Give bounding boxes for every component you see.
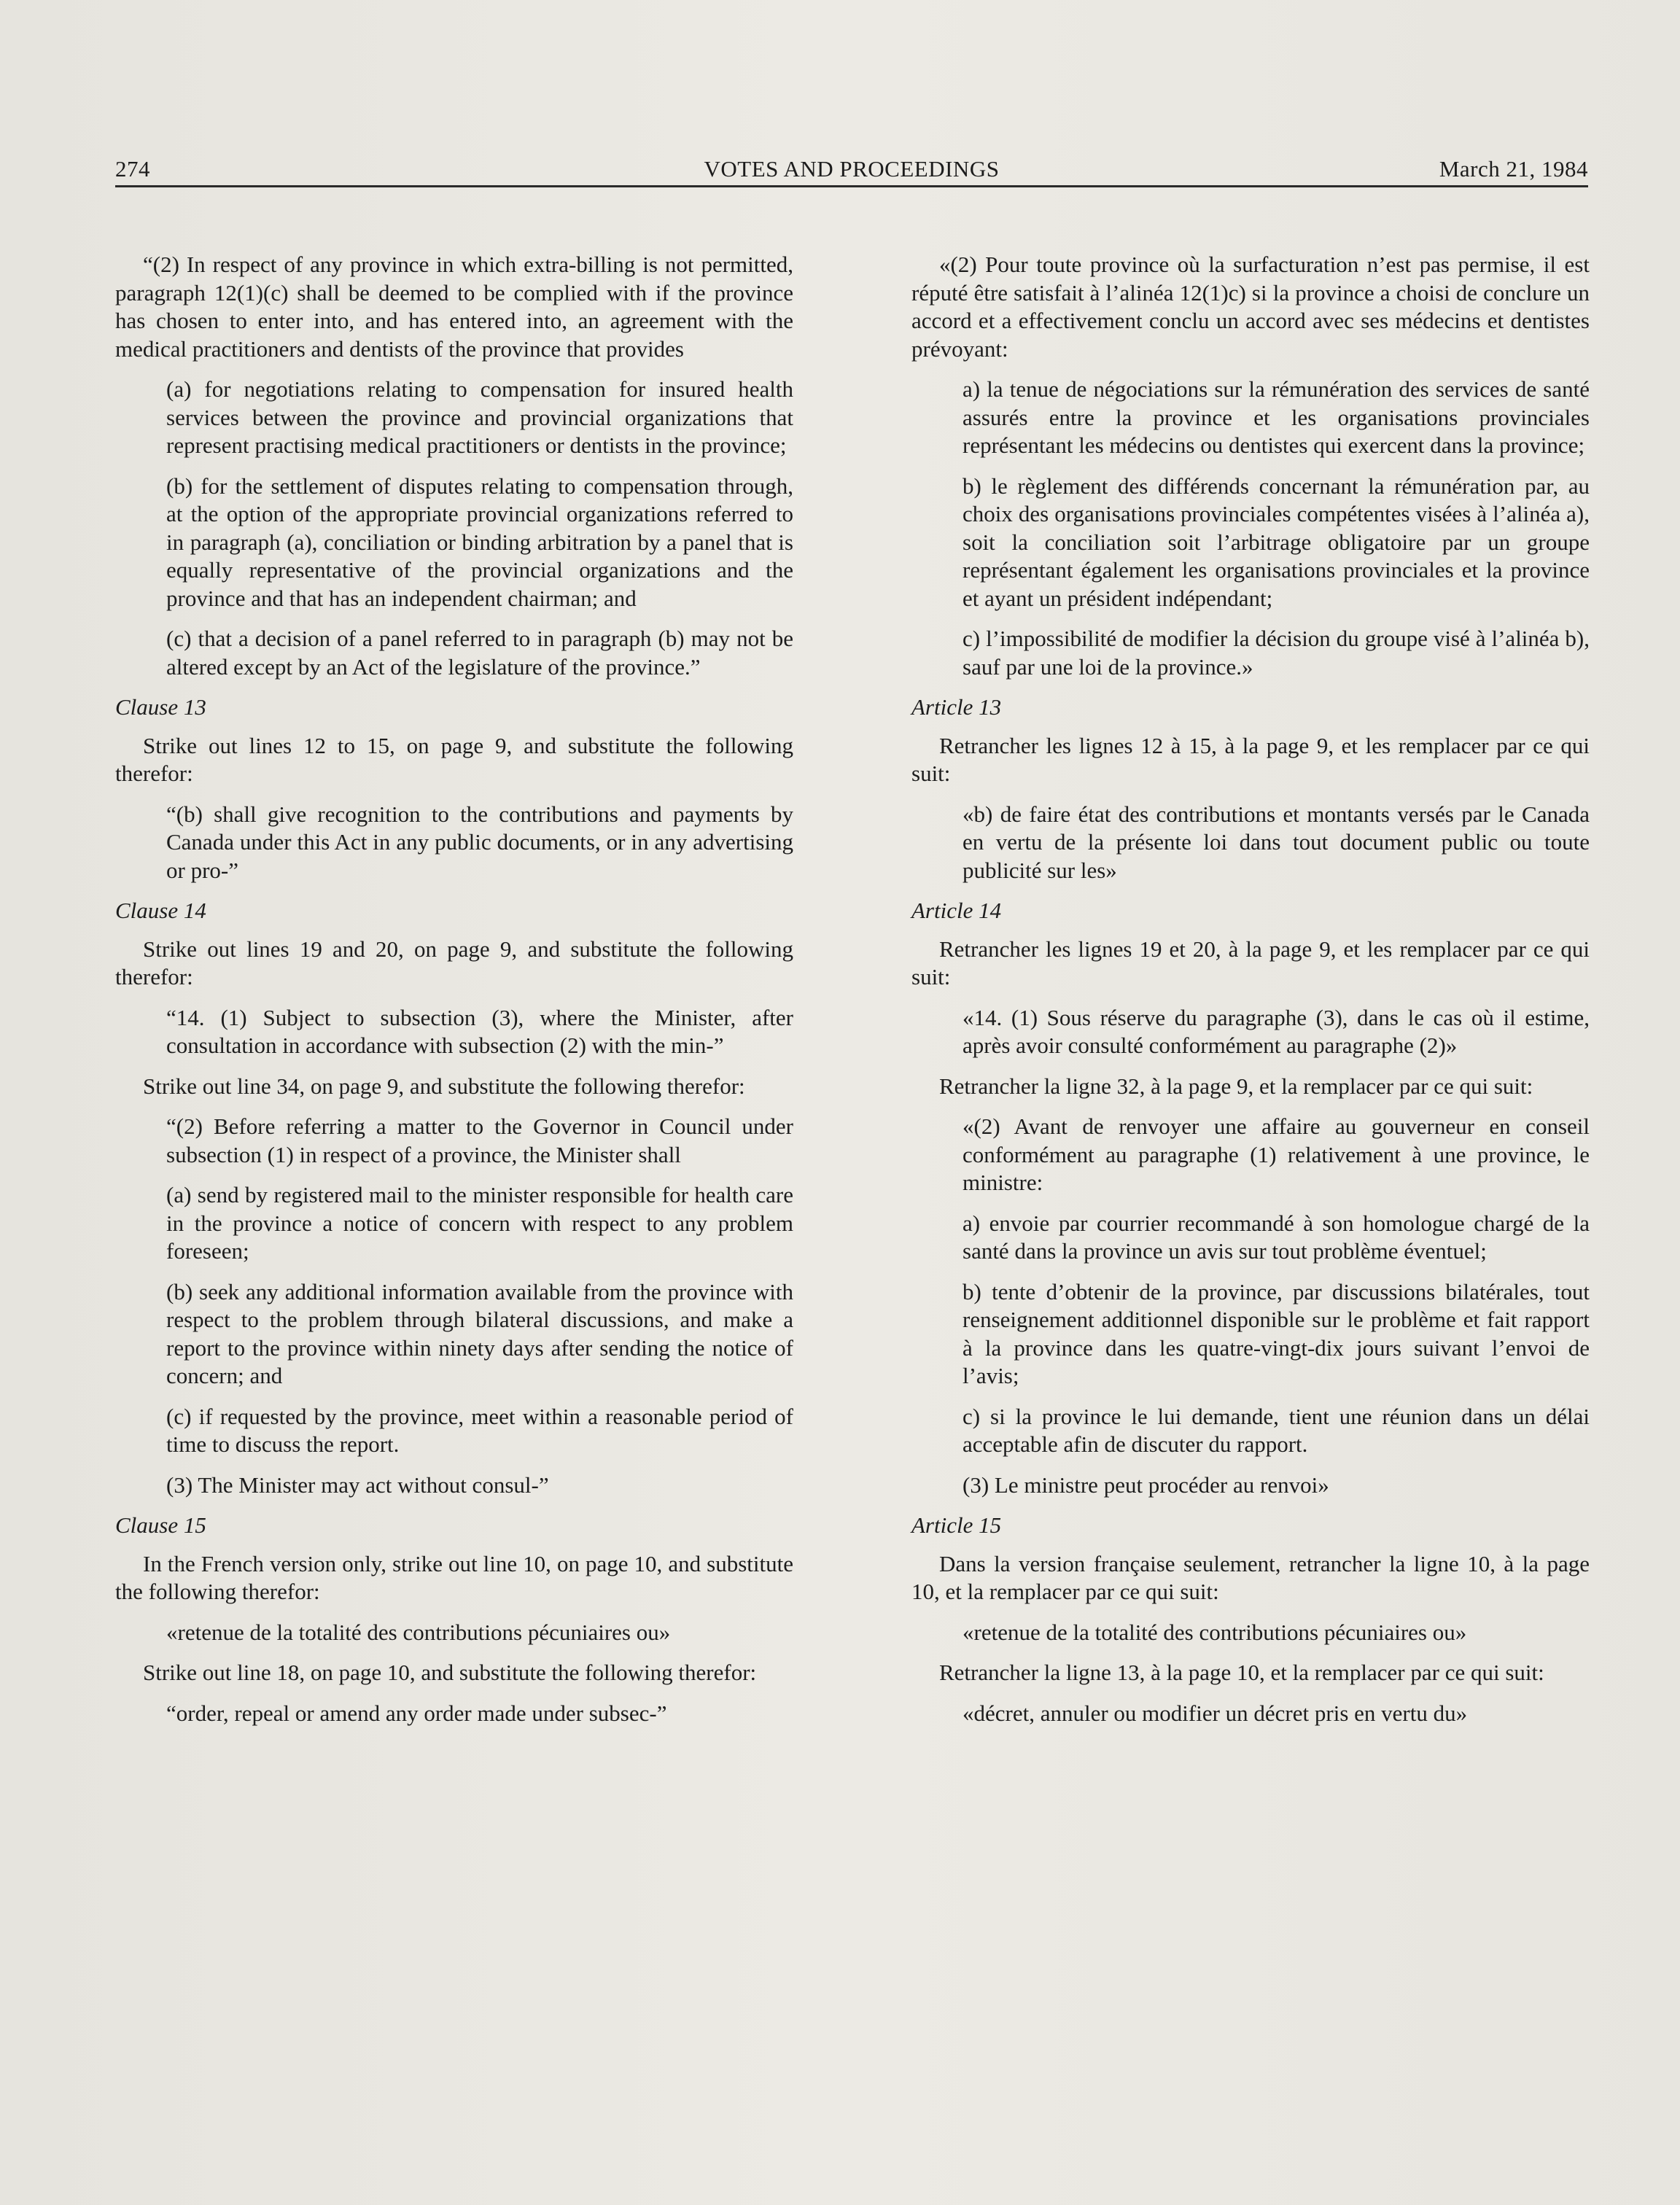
instruction-paragraph: Retrancher les lignes 12 à 15, à la page 9, et les remplacer par ce qui suit: [911,732,1590,786]
quoted-paragraph: (3) Le ministre peut procéder au renvoi» [962,1471,1329,1498]
sub-paragraph: (c) that a decision of a panel referred to in paragraph (b) may not be altered except by an Act of the legislature of the province.” [166,626,793,680]
page-number: 274 [115,156,150,182]
english-column [115,251,793,1740]
quoted-paragraph: «retenue de la totalité des contributions pécuniaires ou» [166,1619,671,1645]
french-column [911,251,1590,1740]
instruction-paragraph: Retrancher les lignes 19 et 20, à la page 9, et les remplacer par ce qui suit: [911,936,1590,989]
clause-heading: Article 15 [911,1512,1002,1538]
quoted-paragraph: «décret, annuler ou modifier un décret pris en vertu du» [962,1700,1468,1726]
quoted-paragraph: “(b) shall give recognition to the contributions and payments by Canada under this Act in any public documents, or in any advertising or pro-” [166,801,793,883]
sub-paragraph: c) si la province le lui demande, tient une réunion dans un délai acceptable afin de discuter du rapport. [962,1403,1590,1457]
instruction-paragraph: Dans la version française seulement, retrancher la ligne 10, à la page 10, et la remplacer par ce qui suit: [911,1550,1590,1604]
instruction-paragraph: «(2) Pour toute province où la surfacturation n’est pas permise, il est réputé être satisfait à l’alinéa 12(1)c) si la province a choisi de conclure un accord et a effectivement conclu un accord avec ses médecins et dentistes prévoyant: [911,252,1590,362]
clause-heading: Article 13 [911,694,1002,720]
quoted-paragraph: «(2) Avant de renvoyer une affaire au gouverneur en conseil conformément au paragraphe (1) relativement à une province, le ministre: [962,1113,1590,1195]
sub-paragraph: (b) for the settlement of disputes relating to compensation through, at the option of the appropriate provincial organizations referred to in paragraph (a), conciliation or binding arbitration by a panel that is equally representative of the provincial organizations and the province and that has an independent chairman; and [166,472,793,611]
instruction-paragraph: Retrancher la ligne 13, à la page 10, et la remplacer par ce qui suit: [939,1660,1544,1685]
quoted-paragraph: «14. (1) Sous réserve du paragraphe (3), dans le cas où il estime, après avoir consulté conformément au paragraphe (2)» [962,1004,1590,1058]
sub-paragraph: (b) seek any additional information available from the province with respect to the problem through bilateral discussions, and make a report to the province within ninety days after sending the notice of concern; and [166,1278,793,1388]
quoted-paragraph: “(2) Before referring a matter to the Governor in Council under subsection (1) in respect of a province, the Minister shall [166,1113,793,1167]
clause-heading: Clause 14 [115,898,206,923]
sub-paragraph: b) le règlement des différends concernant la rémunération par, au choix des organisations provinciales compétentes visées à l’alinéa a), soit la conciliation soit l’arbitrage obligatoire par un groupe représentant également les organisations provinciales et la province et ayant un président indépendant; [962,472,1590,611]
quoted-paragraph: «retenue de la totalité des contributions pécuniaires ou» [962,1619,1467,1645]
sub-paragraph: (a) send by registered mail to the minister responsible for health care in the province a notice of concern with respect to any problem foreseen; [166,1182,793,1264]
journal-title: VOTES AND PROCEEDINGS [704,156,1000,182]
clause-heading: Clause 13 [115,694,206,720]
sub-paragraph: a) envoie par courrier recommandé à son homologue chargé de la santé dans la province un avis sur tout problème éventuel; [962,1210,1590,1264]
running-header [115,149,1588,187]
instruction-paragraph: Strike out lines 19 and 20, on page 9, and substitute the following therefor: [115,936,793,989]
sub-paragraph: c) l’impossibilité de modifier la décision du groupe visé à l’alinéa b), sauf par une loi de la province.» [962,626,1590,680]
instruction-paragraph: Strike out lines 12 to 15, on page 9, and substitute the following therefor: [115,732,793,786]
quoted-paragraph: «b) de faire état des contributions et montants versés par le Canada en vertu de la présente loi dans tout document public ou toute publicité sur les» [962,801,1590,883]
quoted-paragraph: “order, repeal or amend any order made under subsec-” [166,1700,667,1726]
sub-paragraph: (c) if requested by the province, meet within a reasonable period of time to discuss the report. [166,1403,793,1457]
instruction-paragraph: Strike out line 18, on page 10, and substitute the following therefor: [143,1660,757,1685]
quoted-paragraph: (3) The Minister may act without consul-” [166,1471,549,1498]
header-date: March 21, 1984 [1439,156,1588,182]
clause-heading: Clause 15 [115,1512,206,1538]
clause-heading: Article 14 [911,898,1002,923]
instruction-paragraph: In the French version only, strike out line 10, on page 10, and substitute the following therefor: [115,1550,793,1604]
instruction-paragraph: “(2) In respect of any province in which extra-billing is not permitted, paragraph 12(1)(c) shall be deemed to be complied with if the province has chosen to enter into, and has entered into, an agreement with the medical practitioners and dentists of the province that provides [115,252,793,362]
sub-paragraph: (a) for negotiations relating to compensation for insured health services between the province and provincial organizations that represent practising medical practitioners or dentists in the province; [166,376,793,458]
sub-paragraph: a) la tenue de négociations sur la rémunération des services de santé assurés entre la province et les organisations provinciales représentant les médecins ou dentistes qui exercent dans la province; [962,376,1590,458]
instruction-paragraph: Retrancher la ligne 32, à la page 9, et la remplacer par ce qui suit: [939,1073,1533,1099]
instruction-paragraph: Strike out line 34, on page 9, and substitute the following therefor: [143,1073,745,1099]
quoted-paragraph: “14. (1) Subject to subsection (3), where the Minister, after consultation in accordance with subsection (2) with the min-” [166,1004,793,1058]
sub-paragraph: b) tente d’obtenir de la province, par discussions bilatérales, tout renseignement additionnel disponible sur le problème et fait rapport à la province dans les quatre-vingt-dix jours suivant l’envoi de l’avis; [962,1278,1590,1388]
